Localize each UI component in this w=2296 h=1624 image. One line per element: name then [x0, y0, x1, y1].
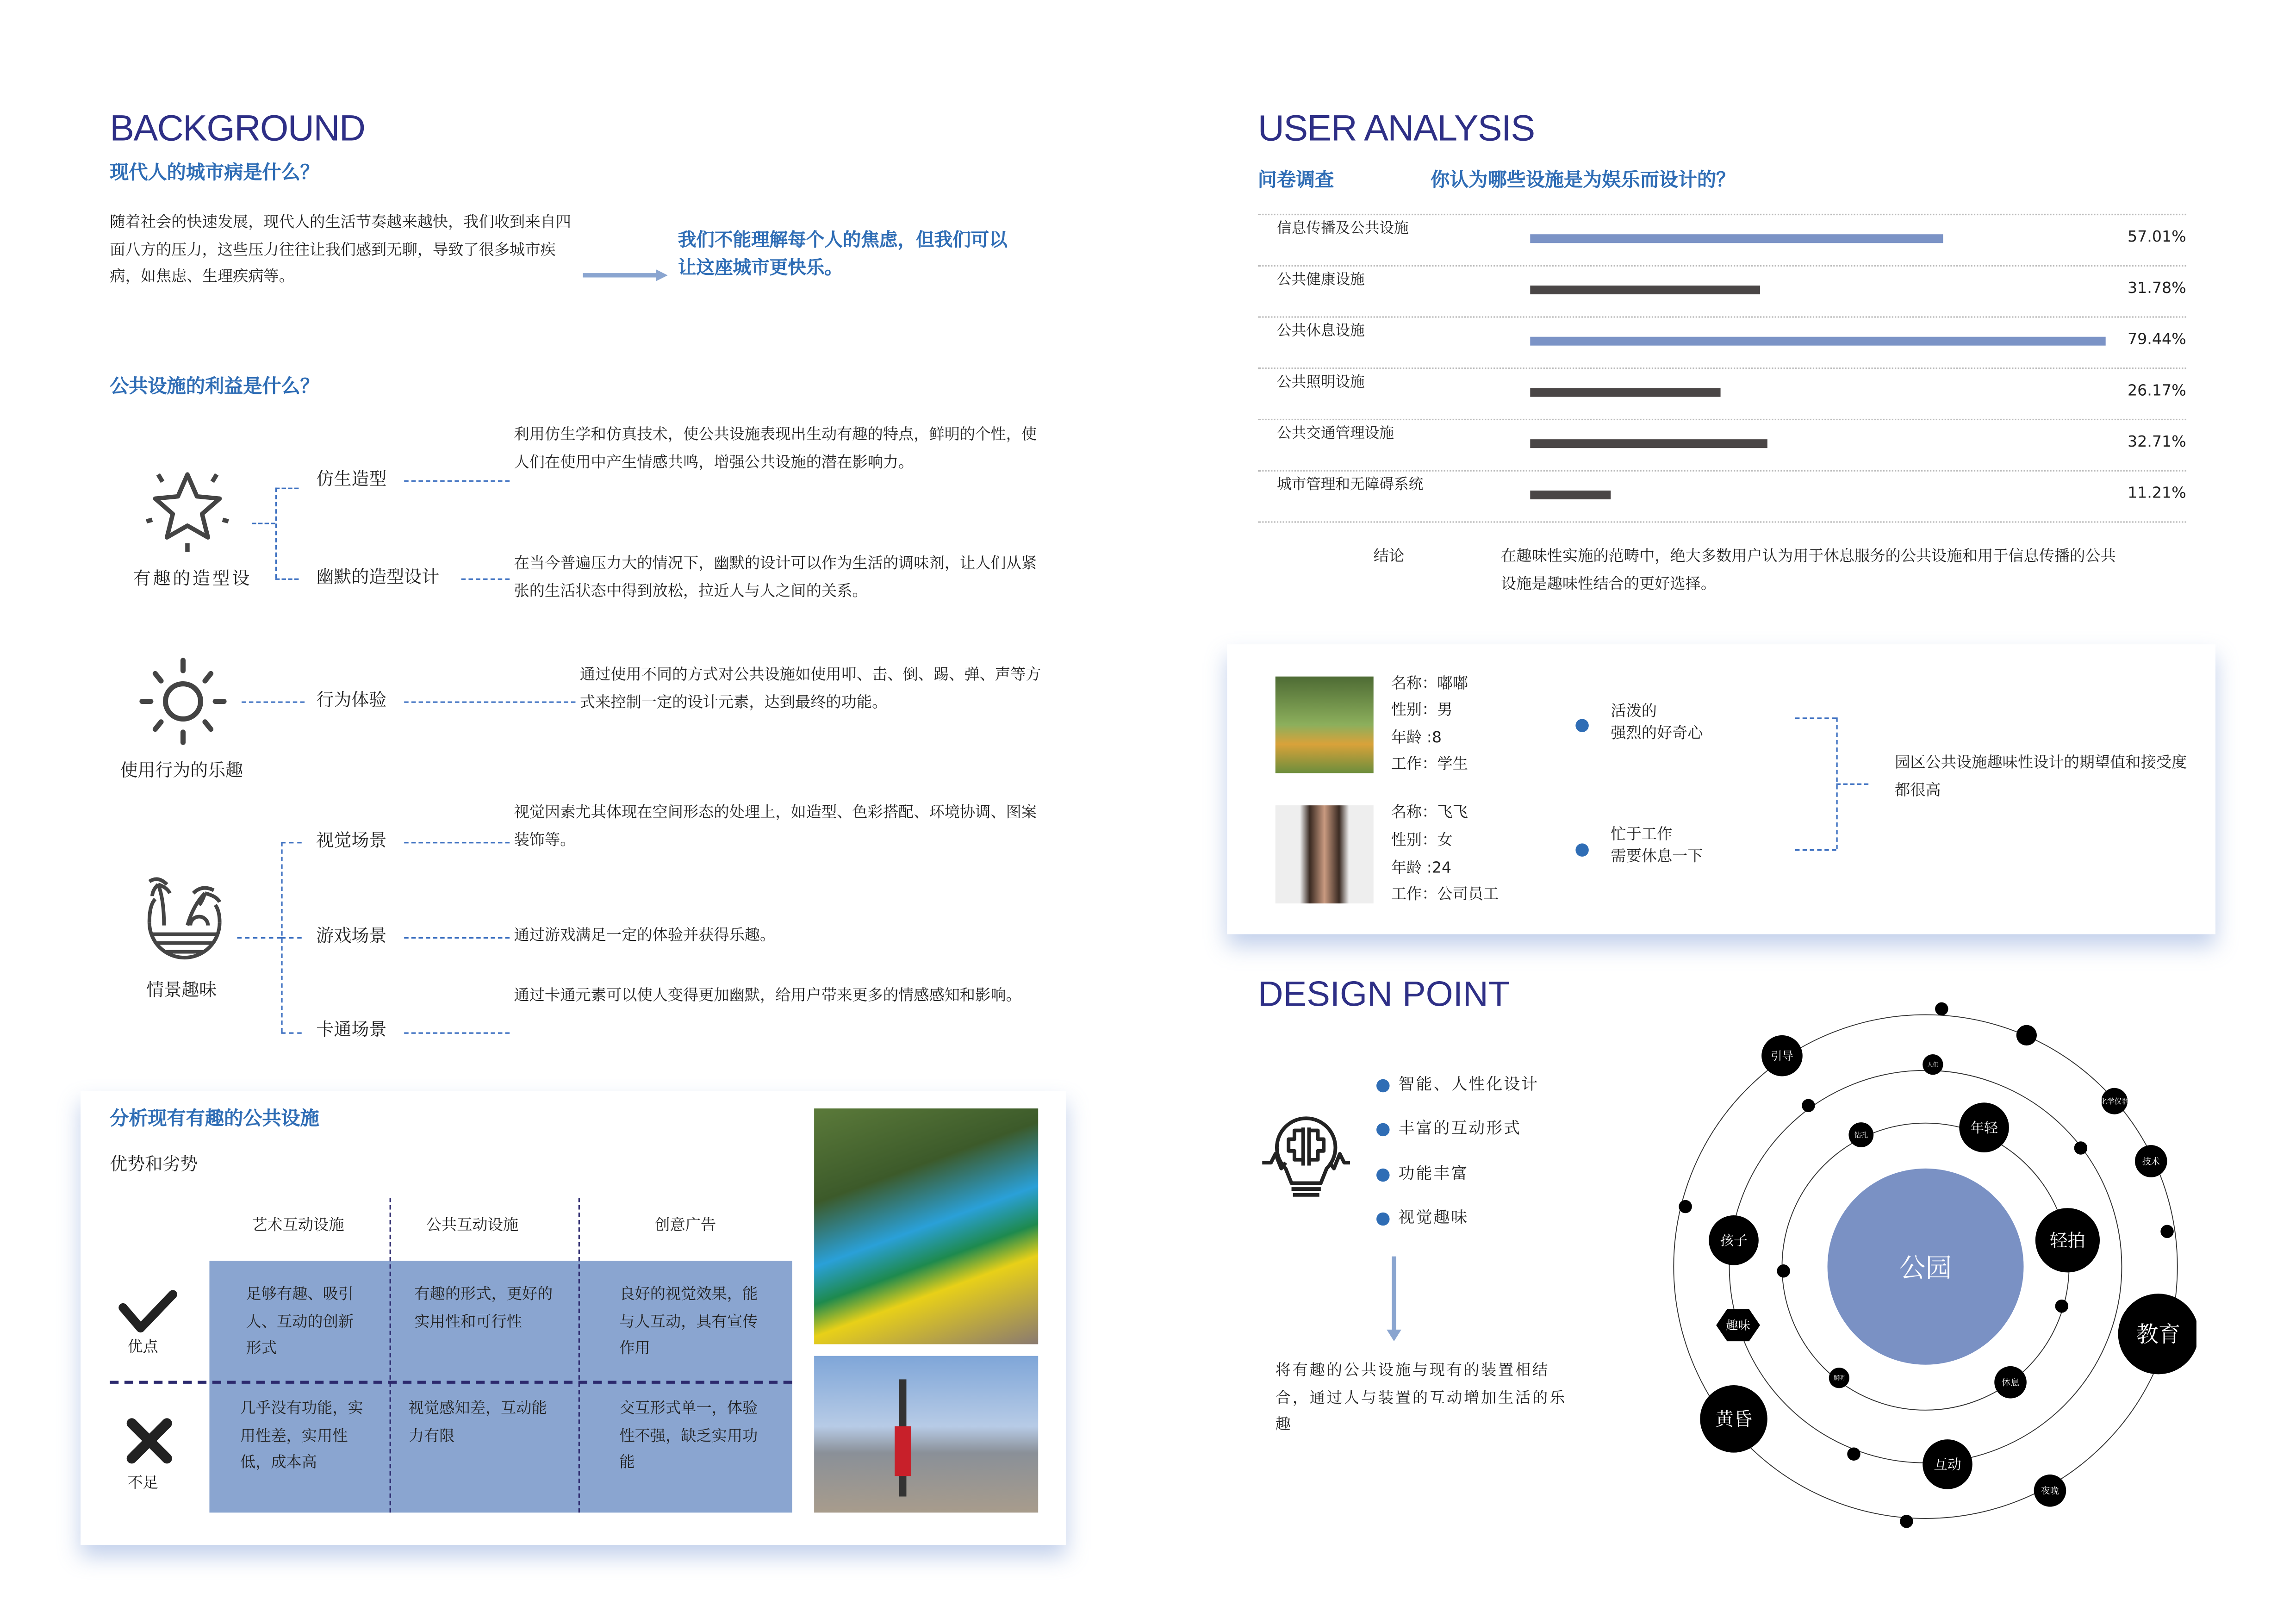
persona-age: 年龄 :24	[1391, 859, 1452, 877]
analysis-card	[81, 1091, 1066, 1545]
check-icon	[117, 1290, 179, 1334]
column-header: 艺术互动设施	[252, 1217, 344, 1235]
bullet-dot	[1376, 1079, 1389, 1092]
orbit-node-label: 休息	[2001, 1377, 2020, 1388]
column-divider	[579, 1198, 580, 1512]
persona-age: 年龄 :8	[1391, 729, 1442, 747]
orbit-dot	[1847, 1448, 1860, 1461]
item-name: 幽默的造型设计	[316, 566, 440, 587]
orbit-dot	[2074, 1141, 2087, 1154]
orbit-dot	[2016, 1025, 2037, 1045]
column-header: 创意广告	[654, 1217, 716, 1235]
bar	[1530, 286, 1761, 294]
table-cell: 几乎没有功能，实用性差，实用性低，成本高	[240, 1400, 363, 1472]
orbit-node-label: 引导	[1771, 1049, 1793, 1063]
orbit-node-label: 孩子	[1720, 1232, 1748, 1249]
table-cell: 足够有趣、吸引人、互动的创新形式	[246, 1285, 354, 1357]
item-name: 仿生造型	[316, 468, 387, 489]
group-label: 使用行为的乐趣	[120, 760, 243, 781]
table-cell: 有趣的形式，更好的实用性和可行性	[414, 1285, 553, 1331]
sun-icon	[137, 656, 228, 747]
intro-text: 随着社会的快速发展，现代人的生活节奏越来越快，我们收到来自四面八方的压力，这些压力往往让我们感到无聊，导致了很多城市疾病，如焦虑、生理疾病等。	[110, 213, 571, 286]
column-header: 公共互动设施	[426, 1217, 519, 1235]
design-bullet: 智能、人性化设计	[1398, 1075, 1539, 1094]
boy-photo	[1276, 677, 1374, 773]
orbit-node-label: 技术	[2142, 1156, 2160, 1167]
orbit-dot	[1802, 1099, 1815, 1112]
bar-label: 公共照明设施	[1276, 374, 1365, 391]
bar-value: 31.78%	[2127, 280, 2186, 298]
orbit-dot	[1777, 1264, 1790, 1277]
design-point-title: DESIGN POINT	[1257, 975, 1510, 1015]
bar	[1530, 491, 1612, 499]
bar	[1530, 439, 1767, 448]
persona-name: 名称：嘟嘟	[1391, 675, 1468, 693]
bar-value: 32.71%	[2127, 433, 2186, 451]
star-icon	[143, 466, 231, 556]
row-separator	[1258, 214, 2186, 215]
group-label: 情景趣味	[146, 979, 217, 1000]
design-summary: 将有趣的公共设施与现有的装置相结合，通过人与装置的互动增加生活的乐趣	[1275, 1362, 1567, 1434]
persona-card	[1227, 644, 2215, 934]
orbit-node-label: 照明	[1833, 1375, 1845, 1381]
concept-orbit-diagram	[1655, 996, 2196, 1537]
item-name: 卡通场景	[316, 1019, 387, 1040]
bar-value: 26.17%	[2127, 382, 2186, 400]
palm-island-icon	[143, 876, 225, 966]
orbit-node-label: 夜晚	[2041, 1485, 2059, 1496]
conclusion-text: 在趣味性实施的范畴中，绝大多数用户认为用于休息服务的公共设施和用于信息传播的公共设施是趣味性结合的更好选择。	[1500, 548, 2116, 592]
bar-value: 57.01%	[2127, 228, 2186, 246]
orbit-node-label: 钻孔	[1854, 1131, 1868, 1139]
orbit-node-label: 教育	[2136, 1322, 2181, 1348]
background-title: BACKGROUND	[110, 108, 365, 149]
group-label: 有趣的造型设	[133, 568, 252, 589]
down-arrow-icon	[1385, 1257, 1403, 1344]
persona-trait: 活泼的	[1611, 703, 1657, 721]
survey-label: 问卷调查	[1257, 170, 1334, 192]
item-name: 视觉场景	[316, 830, 387, 851]
orbit-dot	[1935, 1002, 1948, 1015]
highlight-text: 我们不能理解每个人的焦虑，但我们可以让这座城市更快乐。	[678, 228, 1008, 279]
design-bullet: 视觉趣味	[1398, 1207, 1469, 1227]
table-cell: 良好的视觉效果，能与人互动，具有宣传作用	[619, 1285, 758, 1357]
center-label: 公园	[1899, 1252, 1952, 1283]
table-cell: 交互形式单一，体验性不强，缺乏实用功能	[619, 1400, 758, 1472]
orbit-node-label: 互动	[1934, 1456, 1961, 1473]
item-desc: 通过游戏满足一定的体验并获得乐趣。	[514, 927, 776, 945]
item-name: 行为体验	[316, 690, 387, 710]
item-name: 游戏场景	[316, 925, 387, 946]
row-separator	[1258, 521, 2186, 523]
orbit-dot	[1679, 1200, 1692, 1213]
question-benefits: 公共设施的利益是什么？	[110, 376, 319, 398]
bullet-dot	[1575, 719, 1588, 732]
row-separator	[1258, 265, 2186, 267]
item-desc: 视觉因素尤其体现在空间形态的处理上，如造型、色彩搭配、环境协调、图案装饰等。	[514, 803, 1037, 849]
row-divider	[110, 1381, 792, 1384]
persona-conclusion: 园区公共设施趣味性设计的期望值和接受度都很高	[1895, 754, 2187, 799]
orbit-node-label: 轻拍	[2050, 1230, 2085, 1251]
column-divider	[390, 1198, 391, 1512]
bar-value: 11.21%	[2127, 485, 2186, 503]
analysis-subtitle: 优势和劣势	[110, 1154, 198, 1175]
persona-job: 工作：学生	[1391, 755, 1468, 773]
table-cell: 视觉感知差，互动能力有限	[408, 1400, 547, 1445]
question-city-disease: 现代人的城市病是什么？	[110, 162, 319, 185]
row-separator	[1258, 316, 2186, 317]
orbit-node-label: 人们	[1927, 1061, 1939, 1068]
woman-photo	[1276, 805, 1374, 903]
bar-value: 79.44%	[2127, 331, 2186, 349]
user-analysis-title: USER ANALYSIS	[1257, 108, 1535, 149]
bullet-dot	[1376, 1212, 1389, 1225]
persona-trait: 需要休息一下	[1611, 847, 1703, 865]
row-separator	[1258, 419, 2186, 420]
orbit-dot	[1900, 1515, 1913, 1528]
orbit-node-label: 化学仪器	[2100, 1096, 2129, 1106]
street-sign-photo	[814, 1356, 1038, 1513]
design-bullet: 功能丰富	[1398, 1164, 1469, 1183]
row-separator	[1258, 367, 2186, 369]
orbit-dot	[2055, 1300, 2068, 1313]
survey-question: 你认为哪些设施是为娱乐而设计的？	[1431, 170, 1736, 192]
analysis-title: 分析现有有趣的公共设施	[110, 1108, 319, 1131]
bar	[1530, 337, 2106, 346]
right-arrow-icon	[583, 268, 671, 283]
conclusion-label: 结论	[1373, 548, 1405, 566]
persona-name: 名称：飞飞	[1391, 803, 1468, 821]
design-bullet: 丰富的互动形式	[1398, 1119, 1522, 1139]
bar-label: 城市管理和无障碍系统	[1276, 477, 1424, 494]
bullet-dot	[1376, 1124, 1389, 1137]
item-desc: 通过卡通元素可以使人变得更加幽默，给用户带来更多的情感感知和影响。	[514, 987, 1021, 1005]
row-label: 优点	[127, 1338, 158, 1356]
row-label: 不足	[127, 1475, 158, 1493]
orbit-node-label: 趣味	[1726, 1319, 1750, 1333]
brain-bulb-icon	[1259, 1110, 1353, 1203]
bar-label: 公共休息设施	[1276, 324, 1365, 340]
persona-trait: 忙于工作	[1611, 826, 1673, 844]
item-desc: 通过使用不同的方式对公共设施如使用叩、击、倒、踢、弹、声等方式来控制一定的设计元素，达到最终的功能。	[579, 666, 1041, 711]
x-icon	[124, 1416, 174, 1466]
row-separator	[1258, 470, 2186, 472]
bullet-dot	[1376, 1168, 1389, 1181]
bar	[1530, 234, 1943, 243]
playground-photo	[814, 1108, 1038, 1344]
orbit-node-label: 年轻	[1970, 1120, 1998, 1136]
bar-label: 公共健康设施	[1276, 272, 1365, 289]
orbit-node-label: 黄昏	[1715, 1409, 1753, 1431]
bullet-dot	[1575, 843, 1588, 856]
persona-trait: 强烈的好奇心	[1611, 725, 1703, 743]
bar-label: 公共交通管理设施	[1276, 426, 1394, 442]
orbit-dot	[2160, 1225, 2173, 1238]
persona-gender: 性别：女	[1391, 832, 1453, 850]
persona-gender: 性别：男	[1391, 701, 1453, 719]
item-desc: 利用仿生学和仿真技术，使公共设施表现出生动有趣的特点，鲜明的个性，使人们在使用中产生情感共鸣，增强公共设施的潜在影响力。	[514, 426, 1037, 471]
bar-label: 信息传播及公共设施	[1276, 221, 1409, 237]
item-desc: 在当今普遍压力大的情况下，幽默的设计可以作为生活的调味剂，让人们从紧张的生活状态中得到放松，拉近人与人之间的关系。	[514, 555, 1037, 600]
persona-job: 工作：公司员工	[1391, 886, 1499, 904]
bar	[1530, 388, 1720, 397]
